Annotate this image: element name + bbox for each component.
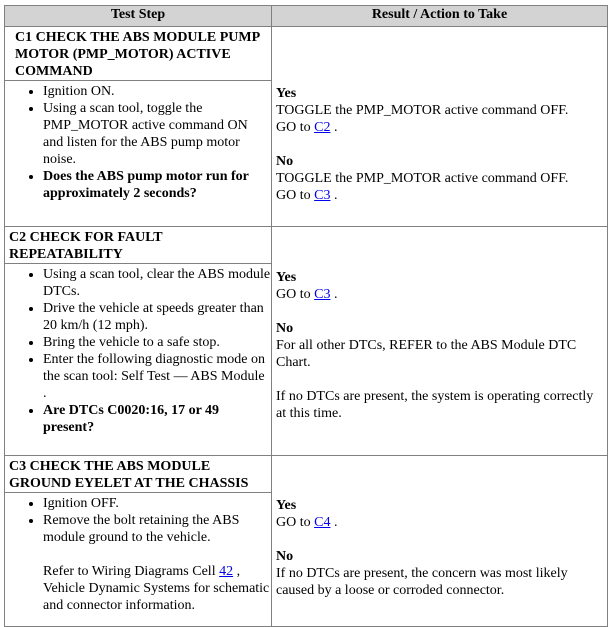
step-bullets-c1 [5, 83, 271, 202]
goto-suffix: . [333, 515, 338, 530]
step-body-c2 [5, 263, 271, 440]
step-row-c3 [5, 456, 608, 627]
result-text: TOGGLE the PMP_MOTOR active command OFF. [276, 103, 569, 118]
goto-suffix: . [333, 120, 338, 135]
step-title-c3 [5, 456, 271, 492]
result-goto [276, 119, 603, 136]
result-yes-c2 [276, 269, 603, 303]
step-question-c2: • Are DTCs C0020:16, 17 or 49 present? [43, 402, 271, 436]
goto-suffix: . [333, 188, 338, 203]
note-prefix: Refer to Wiring Diagrams Cell [43, 564, 216, 579]
wiring-cell-link[interactable]: 42 [219, 564, 234, 579]
bullet: • Bring the vehicle to a safe stop. [43, 334, 271, 351]
result-label: Yes [276, 270, 297, 285]
step-cell-c3 [5, 456, 272, 627]
step-title-c2 [5, 227, 271, 263]
result-yes-c3 [276, 497, 603, 531]
result-no-c2 [276, 320, 603, 422]
result-text: For all other DTCs, REFER to the ABS Module DTC Chart. [276, 338, 577, 370]
step-cell-c2 [5, 227, 272, 456]
step-bullets-c2 [5, 266, 271, 436]
bullet: • Ignition OFF. [43, 495, 271, 512]
step-body-c1 [5, 80, 271, 206]
goto-prefix: GO to [276, 515, 311, 530]
goto-link-c4[interactable]: C4 [314, 515, 331, 530]
goto-link-c3[interactable]: C3 [314, 188, 331, 203]
header-test-step: Test Step [5, 6, 272, 27]
bullet: • Remove the bolt retaining the ABS module ground to the vehicle. [43, 512, 271, 546]
result-no-c1 [276, 153, 603, 204]
result-label: No [276, 154, 294, 169]
header-row [5, 6, 608, 27]
header-result-action: Result / Action to Take [272, 6, 608, 27]
goto-prefix: GO to [276, 120, 311, 135]
step-body-c3 [5, 492, 271, 618]
step-title-c1 [5, 27, 271, 80]
result-text: TOGGLE the PMP_MOTOR active command OFF. [276, 171, 569, 186]
bullet: • Ignition ON. [43, 83, 271, 100]
result-label: Yes [276, 498, 297, 513]
goto-prefix: GO to [276, 287, 311, 302]
step-bullets-c3 [5, 495, 271, 546]
result-goto [276, 286, 603, 303]
step-title-text: C2 CHECK FOR FAULT REPEATABILITY [9, 230, 163, 262]
note-suffix: , Vehicle Dynamic Systems for schematic and connector information. [43, 564, 270, 613]
step-title-text: C3 CHECK THE ABS MODULE GROUND EYELET AT THE CHASSIS [9, 459, 249, 491]
goto-link-c2[interactable]: C2 [314, 120, 331, 135]
goto-suffix: . [333, 287, 338, 302]
step-question-c1: • Does the ABS pump motor run for approximately 2 seconds? [43, 168, 271, 202]
step-cell-c1 [5, 27, 272, 227]
result-label: No [276, 321, 294, 336]
result-goto [276, 514, 603, 531]
result-goto [276, 187, 603, 204]
result-no-c3 [276, 548, 603, 599]
bullet: • Enter the following diagnostic mode on the scan tool: Self Test — ABS Module . [43, 351, 271, 402]
wiring-note [5, 563, 271, 614]
diagnostic-table [4, 5, 608, 627]
result-cell-c3 [272, 456, 608, 627]
step-row-c2 [5, 227, 608, 456]
goto-link-c3[interactable]: C3 [314, 287, 331, 302]
result-text: If no DTCs are present, the concern was most likely caused by a loose or corroded connector. [276, 566, 568, 598]
step-title-text: C1 CHECK THE ABS MODULE PUMP MOTOR (PMP_MOTOR) ACTIVE COMMAND [15, 30, 260, 79]
result-cell-c1 [272, 27, 608, 227]
goto-prefix: GO to [276, 188, 311, 203]
bullet: • Using a scan tool, clear the ABS module DTCs. [43, 266, 271, 300]
bullet: • Drive the vehicle at speeds greater than 20 km/h (12 mph). [43, 300, 271, 334]
result-extra: If no DTCs are present, the system is operating correctly at this time. [276, 389, 594, 421]
result-label: No [276, 549, 294, 564]
result-label: Yes [276, 86, 297, 101]
result-cell-c2 [272, 227, 608, 456]
result-yes-c1 [276, 85, 603, 136]
step-row-c1 [5, 27, 608, 227]
bullet: • Using a scan tool, toggle the PMP_MOTOR active command ON and listen for the ABS pump motor noise. [43, 100, 271, 168]
